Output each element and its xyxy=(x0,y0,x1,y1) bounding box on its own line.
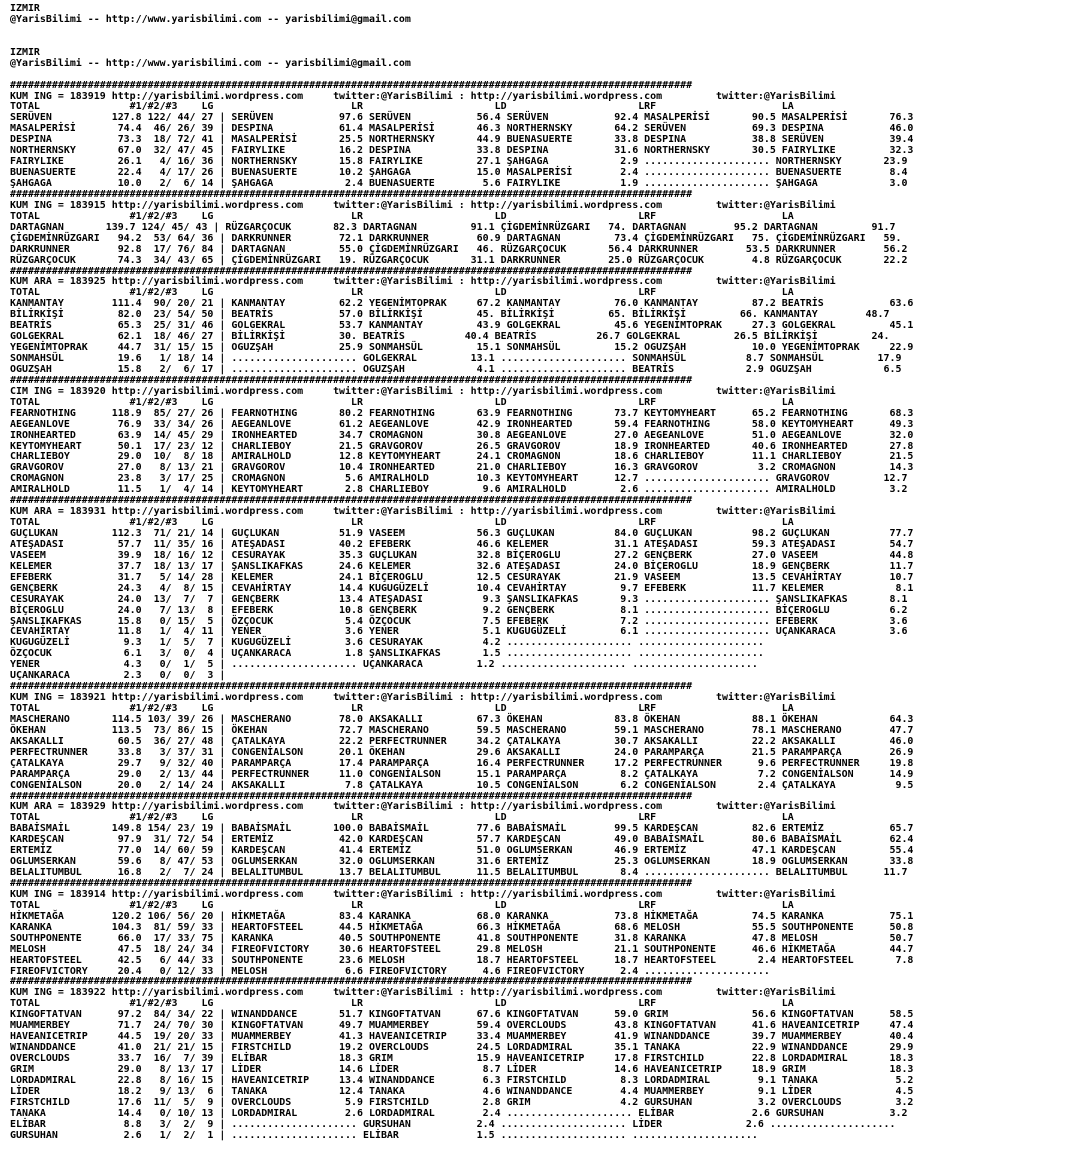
race-row: SERÜVEN 127.8 122/ 44/ 27 | SERÜVEN 97.6 SERÜVEN 56.4 SERÜVEN 92.4 MASALPERİSİ 90.5 MASALPERİSİ 76.3 xyxy=(10,112,914,124)
race-column-header: TOTAL #1/#2/#3 LG LR LD LRF LA xyxy=(10,899,794,911)
race-row: HİKMETAĞA 120.2 106/ 56/ 20 | HİKMETAĞA 83.4 KARANKA 68.0 KARANKA 73.8 HİKMETAĞA 74.5 KARANKA 75.1 xyxy=(10,910,914,922)
header-contact: @YarisBilimi -- http://www.yarisbilimi.com -- yarisbilimi@gmail.com xyxy=(10,57,411,69)
race-column-header: TOTAL #1/#2/#3 LG LR LD LRF LA xyxy=(10,703,794,714)
header-city: IZMIR xyxy=(10,46,40,58)
race-row: AEGEANLOVE 76.9 33/ 34/ 26 | AEGEANLOVE 61.2 AEGEANLOVE 42.9 IRONHEARTED 59.4 FEARNOTHING 58.0 KEYTOMYHEART 49.3 xyxy=(10,418,914,430)
blank-line xyxy=(10,70,1074,81)
race-row: BABAİSMAİL 149.8 154/ 23/ 19 | BABAİSMAİL 100.0 BABAİSMAİL 77.6 BABAİSMAİL 99.5 KARDEŞCAN 82.6 ERTEMİZ 65.7 xyxy=(10,823,914,835)
race-row: EFEBERK 31.7 5/ 14/ 28 | KELEMER 24.1 BİÇEROGLU 12.5 CESURAYAK 21.9 VASEEM 13.5 CEVAHİRTAY 10.7 xyxy=(10,571,914,583)
race-row: PARAMPARÇA 29.0 2/ 13/ 44 | PERFECTRUNNER 11.0 CONGENİALSON 15.1 PARAMPARÇA 8.2 ÇATALKAYA 7.2 CONGENİALSON 14.9 xyxy=(10,768,914,780)
section-divider: ################################################################################################################## xyxy=(10,878,693,889)
race-row: KARANKA 104.3 81/ 59/ 33 | HEARTOFSTEEL 44.5 HİKMETAĞA 66.3 HİKMETAĞA 68.6 MELOSH 55.5 SOUTHPONENTE 50.8 xyxy=(10,921,914,933)
race-title: KUM ARA = 183929 http://yarisbilimi.wordpress.com twitter:@YarisBilimi : http://yarisbilimi.wordpress.com twitter:@YarisBilimi xyxy=(10,801,836,813)
race-row: ATEŞADASI 57.7 11/ 35/ 16 | ATEŞADASI 40.2 EFEBERK 46.6 KELEMER 31.1 ATEŞADASI 59.3 ATEŞADASI 54.7 xyxy=(10,538,914,550)
race-row: KUGUGÜZELİ 9.3 1/ 5/ 7 | KUGUGÜZELİ 3.6 CESURAYAK 4.2 ..................... ..................... xyxy=(10,637,764,649)
race-row: BİLİRKİŞİ 82.0 23/ 54/ 50 | BEATRİS 57.0 BİLİRKİŞİ 45. BİLİRKİŞİ 65. BİLİRKİŞİ 66. KANMANTAY 48.7 xyxy=(10,309,890,321)
race-title: KUM ING = 183921 http://yarisbilimi.wordpress.com twitter:@YarisBilimi : http://yarisbilimi.wordpress.com twitter:@YarisBilimi xyxy=(10,692,836,704)
race-row: LORDADMIRAL 22.8 8/ 16/ 15 | HAVEANICETRIP 13.4 WINANDDANCE 6.3 FIRSTCHILD 8.3 LORDADMIRAL 9.1 TANAKA 5.2 xyxy=(10,1074,914,1086)
race-row: KANMANTAY 111.4 90/ 20/ 21 | KANMANTAY 62.2 YEGENİMTOPRAK 67.2 KANMANTAY 76.0 KANMANTAY 87.2 BEATRİS 63.6 xyxy=(10,298,914,310)
header-contact: @YarisBilimi -- http://www.yarisbilimi.com -- yarisbilimi@gmail.com xyxy=(10,13,411,25)
race-row: KEYTOMYHEART 50.1 17/ 23/ 12 | CHARLIEBOY 21.5 GRAVGOROV 26.5 GRAVGOROV 18.9 IRONHEARTED 40.6 IRONHEARTED 27.8 xyxy=(10,440,914,452)
race-row: KELEMER 37.7 18/ 13/ 17 | ŞANSLIKAFKAS 24.6 KELEMER 32.6 ATEŞADASI 24.0 BİÇEROGLU 18.9 GENÇBERK 11.7 xyxy=(10,560,914,572)
race-row: ERTEMİZ 77.0 14/ 60/ 59 | KARDEŞCAN 41.4 ERTEMİZ 51.0 OGLUMSERKAN 46.9 ERTEMİZ 47.1 KARDEŞCAN 55.4 xyxy=(10,845,914,857)
race-row: HAVEANICETRIP 44.5 19/ 20/ 33 | MUAMMERBEY 41.3 HAVEANICETRIP 33.4 MUAMMERBEY 41.9 WINANDDANCE 39.7 MUAMMERBEY 40.4 xyxy=(10,1031,914,1043)
race-row: DARKRUNNER 92.8 17/ 76/ 84 | DARTAGNAN 55.0 ÇİGDEMİNRÜZGARI 46. RÜZGARÇOCUK 56.4 DARKRUNNER 53.5 DARKRUNNER 56.2 xyxy=(10,243,908,255)
race-row: GENÇBERK 24.3 4/ 8/ 15 | CEVAHİRTAY 14.4 KUGUGÜZELİ 10.4 CEVAHİRTAY 9.7 EFEBERK 11.7 KELEMER 8.1 xyxy=(10,582,914,594)
race-row: YENER 4.3 0/ 1/ 5 | ..................... UÇANKARACA 1.2 ..................... ..................... xyxy=(10,659,758,671)
race-column-header: TOTAL #1/#2/#3 LG LR LD LRF LA xyxy=(10,517,794,529)
race-row: OGUZŞAH 15.8 2/ 6/ 17 | ..................... OGUZŞAH 4.1 ..................... BEATRİS 2.9 OGUZŞAH 6.5 xyxy=(10,363,902,375)
race-row: YEGENİMTOPRAK 44.7 31/ 15/ 15 | OGUZŞAH 25.9 SONMAHSÜL 15.1 SONMAHSÜL 15.2 OGUZŞAH 10.0 YEGENİMTOPRAK 22.9 xyxy=(10,342,914,354)
race-column-header: TOTAL #1/#2/#3 LG LR LD LRF LA xyxy=(10,396,794,408)
race-row: SOUTHPONENTE 66.0 17/ 33/ 75 | KARANKA 40.5 SOUTHPONENTE 41.8 SOUTHPONENTE 31.8 KARANKA 47.8 MELOSH 50.7 xyxy=(10,932,914,944)
race-row: PERFECTRUNNER 33.8 3/ 37/ 31 | CONGENİALSON 20.1 ÖKEHAN 29.6 AKSAKALLI 24.0 PARAMPARÇA 21.5 PARAMPARÇA 26.9 xyxy=(10,746,914,758)
header-city: IZMIR xyxy=(10,3,40,14)
race-row: IRONHEARTED 63.9 14/ 45/ 29 | IRONHEARTED 34.7 CROMAGNON 30.8 AEGEANLOVE 27.0 AEGEANLOVE 51.0 AEGEANLOVE 32.0 xyxy=(10,429,914,441)
race-row: GRAVGOROV 27.0 8/ 13/ 21 | GRAVGOROV 10.4 IRONHEARTED 21.0 CHARLIEBOY 16.3 GRAVGOROV 3.2 CROMAGNON 14.3 xyxy=(10,462,914,474)
race-column-header: TOTAL #1/#2/#3 LG LR LD LRF LA xyxy=(10,998,794,1010)
race-row: NORTHERNSKY 67.0 32/ 47/ 45 | FAIRYLIKE 16.2 DESPINA 33.8 DESPINA 31.6 NORTHERNSKY 30.5 FAIRYLIKE 32.3 xyxy=(10,145,914,157)
race-row: HEARTOFSTEEL 42.5 6/ 44/ 33 | SOUTHPONENTE 23.6 MELOSH 18.7 HEARTOFSTEEL 18.7 HEARTOFSTEEL 2.4 HEARTOFSTEEL 7.8 xyxy=(10,954,914,966)
race-column-header: TOTAL #1/#2/#3 LG LR LD LRF LA xyxy=(10,287,794,299)
race-row: MELOSH 47.5 18/ 24/ 34 | FIREOFVICTORY 30.6 HEARTOFSTEEL 29.8 MELOSH 21.1 SOUTHPONENTE 46.6 HİKMETAĞA 44.7 xyxy=(10,943,914,955)
section-divider: ################################################################################################################## xyxy=(10,790,693,802)
race-row: DARTAGNAN 139.7 124/ 45/ 43 | RÜZGARÇOCUK 82.3 DARTAGNAN 91.1 ÇİGDEMİNRÜZGARI 74. DARTAGNAN 95.2 DARTAGNAN 91.7 xyxy=(10,221,896,233)
race-row: GUÇLUKAN 112.3 71/ 21/ 14 | GUÇLUKAN 51.9 VASEEM 56.3 GUÇLUKAN 84.0 GUÇLUKAN 98.2 GUÇLUKAN 77.7 xyxy=(10,528,914,539)
race-row: MASALPERİSİ 74.4 46/ 26/ 39 | DESPINA 61.4 MASALPERİSİ 46.3 NORTHERNSKY 64.2 SERÜVEN 69.3 DESPINA 46.0 xyxy=(10,123,914,135)
race-row: FEARNOTHING 118.9 85/ 27/ 26 | FEARNOTHING 80.2 FEARNOTHING 63.9 FEARNOTHING 73.7 KEYTOMYHEART 65.2 FEARNOTHING 68.3 xyxy=(10,407,914,419)
race-row: CHARLIEBOY 29.0 10/ 8/ 18 | AMIRALHOLD 12.8 KEYTOMYHEART 24.1 CROMAGNON 18.6 CHARLIEBOY 11.1 CHARLIEBOY 21.5 xyxy=(10,451,914,463)
blank-line xyxy=(10,37,1074,48)
race-row: WINANDDANCE 41.0 21/ 21/ 15 | FIRSTCHILD 19.2 OVERCLOUDS 24.5 LORDADMIRAL 35.1 TANAKA 22.9 WINANDDANCE 29.9 xyxy=(10,1042,914,1054)
race-title: KUM ING = 183914 http://yarisbilimi.wordpress.com twitter:@YarisBilimi : http://yarisbilimi.wordpress.com twitter:@YarisBilimi xyxy=(10,888,836,900)
section-divider: ################################################################################################################## xyxy=(10,188,693,200)
race-row: UÇANKARACA 2.3 0/ 0/ 3 | xyxy=(10,670,226,682)
race-row: MUAMMERBEY 71.7 24/ 70/ 30 | KINGOFTATVAN 49.7 MUAMMERBEY 59.4 OVERCLOUDS 43.8 KINGOFTATVAN 41.6 HAVEANICETRIP 47.4 xyxy=(10,1020,914,1032)
race-row: LİDER 18.2 9/ 13/ 6 | TANAKA 12.4 TANAKA 4.6 WINANDDANCE 4.4 MUAMMERBEY 9.1 LİDER 4.5 xyxy=(10,1085,914,1097)
race-row: KINGOFTATVAN 97.2 84/ 34/ 22 | WINANDDANCE 51.7 KINGOFTATVAN 67.6 KINGOFTATVAN 59.0 GRIM 56.6 KINGOFTATVAN 58.5 xyxy=(10,1009,914,1021)
race-title: KUM ING = 183915 http://yarisbilimi.wordpress.com twitter:@YarisBilimi : http://yarisbilimi.wordpress.com twitter:@YarisBilimi xyxy=(10,199,836,211)
race-row: AKSAKALLI 60.5 36/ 27/ 48 | ÇATALKAYA 22.2 PERFECTRUNNER 34.2 ÇATALKAYA 30.7 AKSAKALLI 22.2 AKSAKALLI 46.0 xyxy=(10,735,914,747)
section-divider: ################################################################################################################## xyxy=(10,976,693,988)
race-title: KUM ING = 183919 http://yarisbilimi.wordpress.com twitter:@YarisBilimi : http://yarisbilimi.wordpress.com twitter:@YarisBilimi xyxy=(10,90,836,102)
section-divider: ################################################################################################################## xyxy=(10,79,693,91)
section-divider: ################################################################################################################## xyxy=(10,681,693,693)
race-row: MASCHERANO 114.5 103/ 39/ 26 | MASCHERANO 78.0 AKSAKALLI 67.3 ÖKEHAN 83.8 ÖKEHAN 88.1 ÖKEHAN 64.3 xyxy=(10,713,914,725)
race-row: BELALITUMBUL 16.8 2/ 7/ 24 | BELALITUMBUL 13.7 BELALITUMBUL 11.5 BELALITUMBUL 8.4 ..................... BELALITUMBUL 11.7 xyxy=(10,867,908,879)
race-row: CROMAGNON 23.8 3/ 17/ 25 | CROMAGNON 5.6 AMIRALHOLD 10.3 KEYTOMYHEART 12.7 ..................... GRAVGOROV 12.7 xyxy=(10,473,908,485)
race-row: ŞAHGAGA 10.0 2/ 6/ 14 | ŞAHGAGA 2.4 BUENASUERTE 5.6 FAIRYLIKE 1.9 ..................... ŞAHGAGA 3.0 xyxy=(10,178,908,189)
race-tables xyxy=(10,81,1074,1142)
race-row: OVERCLOUDS 33.7 16/ 7/ 39 | ELİBAR 18.3 GRIM 15.9 HAVEANICETRIP 17.8 FIRSTCHILD 22.8 LORDADMIRAL 18.3 xyxy=(10,1053,914,1064)
race-row: GOLGEKRAL 62.1 18/ 46/ 27 | BİLİRKİŞİ 30. BEATRİS 40.4 BEATRİS 26.7 GOLGEKRAL 26.5 BİLİRKİŞİ 24. xyxy=(10,331,890,343)
race-row: ÖKEHAN 113.5 73/ 86/ 15 | ÖKEHAN 72.7 MASCHERANO 59.5 MASCHERANO 59.1 MASCHERANO 78.1 MASCHERANO 47.7 xyxy=(10,724,914,736)
race-column-header: TOTAL #1/#2/#3 LG LR LD LRF LA xyxy=(10,210,794,222)
race-row: FAIRYLIKE 26.1 4/ 16/ 36 | NORTHERNSKY 15.8 FAIRYLIKE 27.1 ŞAHGAGA 2.9 ..................... NORTHERNSKY 23.9 xyxy=(10,156,908,168)
race-title: CIM ING = 183920 http://yarisbilimi.wordpress.com twitter:@YarisBilimi : http://yarisbilimi.wordpress.com twitter:@YarisBilimi xyxy=(10,385,836,397)
race-row: BEATRİS 65.3 25/ 31/ 46 | GOLGEKRAL 53.7 KANMANTAY 43.9 GOLGEKRAL 45.6 YEGENİMTOPRAK 27.3 GOLGEKRAL 45.1 xyxy=(10,320,914,332)
race-row: ELİBAR 8.8 3/ 2/ 9 | ..................... GURSUHAN 2.4 ..................... LİDER 2.6 ..................... xyxy=(10,1118,896,1130)
race-row: BİÇEROGLU 24.0 7/ 13/ 8 | EFEBERK 10.8 GENÇBERK 9.2 GENÇBERK 8.1 ..................... BİÇEROGLU 6.2 xyxy=(10,604,908,616)
race-row: SONMAHSÜL 19.6 1/ 18/ 14 | ..................... GOLGEKRAL 13.1 ..................... SONMAHSÜL 8.7 SONMAHSÜL 17.9 xyxy=(10,353,902,364)
race-row: CONGENİALSON 20.0 2/ 14/ 24 | AKSAKALLI 7.8 ÇATALKAYA 10.5 CONGENİALSON 6.2 CONGENİALSON 2.4 ÇATALKAYA 9.5 xyxy=(10,779,914,791)
race-row: ÇATALKAYA 29.7 9/ 32/ 40 | PARAMPARÇA 17.4 PARAMPARÇA 16.4 PERFECTRUNNER 17.2 PERFECTRUNNER 9.6 PERFECTRUNNER 19.8 xyxy=(10,757,914,769)
race-row: VASEEM 39.9 18/ 16/ 12 | CESURAYAK 35.3 GUÇLUKAN 32.8 BİÇEROGLU 27.2 GENÇBERK 27.0 VASEEM 44.8 xyxy=(10,549,914,561)
race-column-header: TOTAL #1/#2/#3 LG LR LD LRF LA xyxy=(10,101,794,113)
race-column-header: TOTAL #1/#2/#3 LG LR LD LRF LA xyxy=(10,812,794,824)
race-row: AMIRALHOLD 11.5 1/ 4/ 14 | KEYTOMYHEART 2.8 CHARLIEBOY 9.6 AMIRALHOLD 2.6 ..................... AMIRALHOLD 3.2 xyxy=(10,484,908,496)
race-row: TANAKA 14.4 0/ 10/ 13 | LORDADMIRAL 2.6 LORDADMIRAL 2.4 ..................... ELİBAR 2.6 GURSUHAN 3.2 xyxy=(10,1107,908,1119)
race-row: OGLUMSERKAN 59.6 8/ 47/ 53 | OGLUMSERKAN 32.0 OGLUMSERKAN 31.6 ERTEMİZ 25.3 OGLUMSERKAN 18.9 OGLUMSERKAN 33.8 xyxy=(10,856,914,868)
section-divider: ################################################################################################################## xyxy=(10,495,693,507)
race-row: ÖZÇOCUK 6.1 3/ 0/ 4 | UÇANKARACA 1.8 ŞANSLIKAFKAS 1.5 ..................... ..................... xyxy=(10,648,764,660)
blank-line xyxy=(10,26,1074,37)
race-row: FIREOFVICTORY 20.4 0/ 12/ 33 | MELOSH 6.6 FIREOFVICTORY 4.6 FIREOFVICTORY 2.4 ..................... xyxy=(10,965,770,977)
race-row: RÜZGARÇOCUK 74.3 34/ 43/ 65 | ÇİGDEMİNRÜZGARI 19. RÜZGARÇOCUK 31.1 DARKRUNNER 25.0 RÜZGARÇOCUK 4.8 RÜZGARÇOCUK 22.2 xyxy=(10,254,908,266)
race-row: CESURAYAK 24.0 13/ 7/ 7 | GENÇBERK 13.4 ATEŞADASI 9.3 ŞANSLIKAFKAS 9.3 ..................... ŞANSLIKAFKAS 8.1 xyxy=(10,593,908,605)
race-row: ŞANSLIKAFKAS 15.8 0/ 15/ 5 | ÖZÇOCUK 5.4 ÖZÇOCUK 7.5 EFEBERK 7.2 ..................... EFEBERK 3.6 xyxy=(10,615,908,627)
race-row: GRIM 29.0 8/ 13/ 17 | LİDER 14.6 LİDER 8.7 LİDER 14.6 HAVEANICETRIP 18.9 GRIM 18.3 xyxy=(10,1063,914,1075)
section-divider: ################################################################################################################## xyxy=(10,374,693,386)
race-row: CEVAHİRTAY 11.8 1/ 4/ 11 | YENER 3.6 YENER 5.1 KUGUGÜZELİ 6.1 ..................... UÇANKARACA 3.6 xyxy=(10,626,908,638)
section-divider: ################################################################################################################## xyxy=(10,265,693,277)
race-row: DESPINA 73.3 18/ 72/ 41 | MASALPERİSİ 25.5 NORTHERNSKY 44.9 BUENASUERTE 33.8 DESPINA 38.8 SERÜVEN 39.4 xyxy=(10,134,914,146)
race-row: KARDEŞCAN 97.9 31/ 72/ 54 | ERTEMİZ 42.0 KARDEŞCAN 57.7 KARDEŞCAN 49.0 BABAİSMAİL 80.6 BABAİSMAİL 62.4 xyxy=(10,834,914,846)
race-title: KUM ING = 183922 http://yarisbilimi.wordpress.com twitter:@YarisBilimi : http://yarisbilimi.wordpress.com twitter:@YarisBilimi xyxy=(10,987,836,999)
race-row: BUENASUERTE 22.4 4/ 17/ 26 | BUENASUERTE 10.2 ŞAHGAGA 15.0 MASALPERİSİ 2.4 ..................... BUENASUERTE 8.4 xyxy=(10,167,908,179)
race-row: ÇİGDEMİNRÜZGARI 94.2 53/ 64/ 36 | DARKRUNNER 72.1 DARKRUNNER 60.9 DARTAGNAN 73.4 ÇİGDEMİNRÜZGARI 75. ÇİGDEMİNRÜZGARI 59. xyxy=(10,232,902,244)
race-title: KUM ARA = 183925 http://yarisbilimi.wordpress.com twitter:@YarisBilimi : http://yarisbilimi.wordpress.com twitter:@YarisBilimi xyxy=(10,276,836,288)
race-row: FIRSTCHILD 17.6 11/ 5/ 9 | OVERCLOUDS 5.9 FIRSTCHILD 2.8 GRIM 4.2 GURSUHAN 3.2 OVERCLOUDS 3.2 xyxy=(10,1096,914,1108)
race-title: KUM ARA = 183931 http://yarisbilimi.wordpress.com twitter:@YarisBilimi : http://yarisbilimi.wordpress.com twitter:@YarisBilimi xyxy=(10,506,836,518)
race-row: GURSUHAN 2.6 1/ 2/ 1 | ..................... ELİBAR 1.5 ..................... ..................... xyxy=(10,1129,758,1141)
